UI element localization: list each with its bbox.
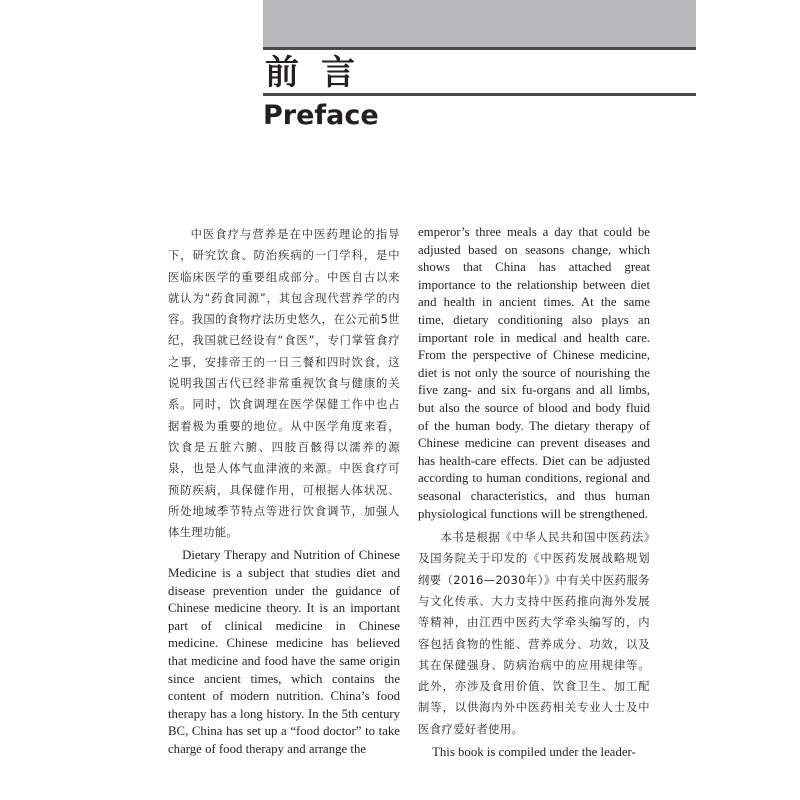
title-divider [263,93,696,96]
preface-paragraph-en-1-continued: emperor’s three meals a day that could be adjusted based on seasons change, which shows that China has attached great importance to the relationship between diet and health in ancient times. At the same time, dietary conditioning also plays an important role in medical and health care. From the perspective of Chinese medicine, diet is not only the source of nourishing the five zang- and six fu-organs and all limbs, but also the source of blood and body fluid of the human body. The dietary therapy of Chinese medicine can prevent diseases and has health-care effects. Diet can be adjusted according to human conditions, regional and seasonal characteristics, and thus human physiological functions will be strengthened. [418,225,650,521]
right-column [418,224,650,762]
page-title-english: Preface [263,100,379,131]
header-rule [263,47,696,50]
preface-paragraph-cn-2: 本书是根据《中华人民共和国中医药法》及国务院关于印发的《中医药发展战略规划纲要（2016—2030年）》中有关中医药服务与文化传承、大力支持中医药推向海外发展等精神，由江西中医药大学牵头编写的，内容包括食物的性能、营养成分、功效，以及其在保健强身、防病治病中的应用规律等。此外，亦涉及食用价值、饮食卫生、加工配制等，以供海内外中医药相关专业人士及中医食疗爱好者使用。 [418,531,650,736]
preface-paragraph-en-1: Dietary Therapy and Nutrition of Chinese Medicine is a subject that studies diet and disease prevention under the guidance of Chinese medicine theory. It is an important part of clinical medicine in Chinese medicine. Chinese medicine has believed that medicine and food have the same origin since ancient times, which contains the content of modern nutrition. China’s food therapy has a long history. In the 5th century BC, China has set up a “food doctor” to take charge of food therapy and arrange the [168,548,400,756]
preface-paragraph-cn-1: 中医食疗与营养是在中医药理论的指导下，研究饮食、防治疾病的一门学科，是中医临床医学的重要组成部分。中医自古以来就认为“药食同源”，其包含现代营养学的内容。我国的食物疗法历史悠久，在公元前5世纪，我国就已经设有“食医”，专门掌管食疗之事，安排帝王的一日三餐和四时饮食，这说明我国古代已经非常重视饮食与健康的关系。同时，饮食调理在医学保健工作中也占据着极为重要的地位。从中医学角度来看，饮食是五脏六腑、四肢百骸得以濡养的源泉，也是人体气血津液的来源。中医食疗可预防疾病，具保健作用，可根据人体状况、所处地域季节特点等进行饮食调节，加强人体生理功能。 [168,228,400,540]
left-column [168,224,400,759]
page-title-chinese: 前言 [265,53,377,93]
header-band [263,0,696,47]
preface-paragraph-en-2: This book is compiled under the leader- [432,745,636,760]
